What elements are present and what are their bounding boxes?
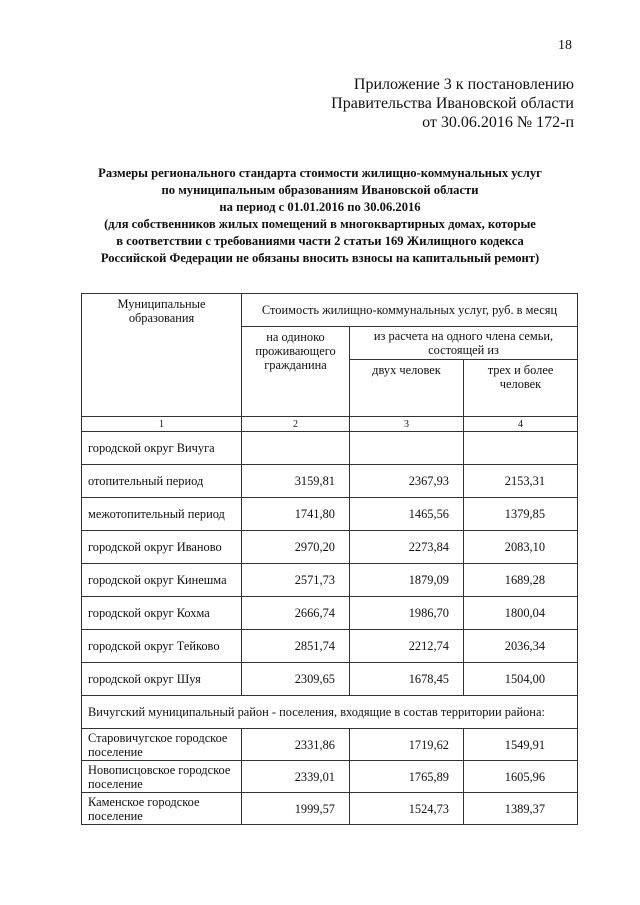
table-row (82, 793, 578, 825)
table-row (82, 498, 578, 531)
value-three: 1689,28 (464, 564, 578, 597)
document-title (80, 165, 560, 267)
value-single: 2571,73 (242, 564, 350, 597)
page-number: 18 (558, 38, 572, 53)
value-single: 2970,20 (242, 531, 350, 564)
value-single: 1999,57 (242, 793, 350, 825)
value-two (350, 432, 464, 465)
column-number: 2 (242, 417, 350, 432)
value-single: 2339,01 (242, 761, 350, 793)
table-row (82, 597, 578, 630)
row-name: отопительный период (82, 465, 242, 498)
value-three: 1504,00 (464, 663, 578, 696)
column-number-row (82, 417, 578, 432)
row-name: городской округ Кохма (82, 597, 242, 630)
header-municipality: Муниципальные образования (82, 294, 242, 417)
value-three: 1605,96 (464, 761, 578, 793)
value-three: 1800,04 (464, 597, 578, 630)
row-name: межотопительный период (82, 498, 242, 531)
column-number: 1 (82, 417, 242, 432)
table-row (82, 761, 578, 793)
header-cost: Стоимость жилищно-коммунальных услуг, руб. в месяц (242, 294, 578, 327)
header-single: на одиноко проживающего гражданина (242, 327, 350, 417)
value-two: 1879,09 (350, 564, 464, 597)
table-row (82, 465, 578, 498)
value-three: 2036,34 (464, 630, 578, 663)
table-row (82, 564, 578, 597)
value-two: 1719,62 (350, 729, 464, 761)
column-number: 3 (350, 417, 464, 432)
row-name: городской округ Тейково (82, 630, 242, 663)
value-single: 1741,80 (242, 498, 350, 531)
value-two: 2273,84 (350, 531, 464, 564)
row-name: Каменское городское поселение (82, 793, 242, 825)
appendix-header (331, 75, 574, 132)
value-three: 1389,37 (464, 793, 578, 825)
row-name: городской округ Иваново (82, 531, 242, 564)
table-row (82, 432, 578, 465)
row-name: городской округ Шуя (82, 663, 242, 696)
title-line-5: в соответствии с требованиями части 2 статьи 169 Жилищного кодекса (116, 234, 524, 248)
title-line-3: на период с 01.01.2016 по 30.06.2016 (219, 200, 421, 214)
value-single: 3159,81 (242, 465, 350, 498)
value-two: 2367,93 (350, 465, 464, 498)
title-line-2: по муниципальным образованиям Ивановской области (161, 183, 479, 197)
row-name: Старовичугское городское поселение (82, 729, 242, 761)
appendix-line-2: Правительства Ивановской области (331, 95, 574, 112)
appendix-line-3: от 30.06.2016 № 172-п (422, 114, 574, 131)
value-two: 2212,74 (350, 630, 464, 663)
header-two-persons: двух человек (350, 360, 464, 417)
column-number: 4 (464, 417, 578, 432)
value-two: 1765,89 (350, 761, 464, 793)
value-two: 1678,45 (350, 663, 464, 696)
table-row (82, 630, 578, 663)
row-name: городской округ Кинешма (82, 564, 242, 597)
value-two: 1986,70 (350, 597, 464, 630)
value-single: 2331,86 (242, 729, 350, 761)
title-line-6: Российской Федерации не обязаны вносить взносы на капитальный ремонт) (100, 251, 540, 265)
header-three-persons: трех и более человек (464, 360, 578, 417)
section-row (82, 696, 578, 729)
value-single: 2851,74 (242, 630, 350, 663)
value-single (242, 432, 350, 465)
value-three: 1549,91 (464, 729, 578, 761)
row-name: городской округ Вичуга (82, 432, 242, 465)
cost-standard-table (81, 293, 578, 825)
value-two: 1465,56 (350, 498, 464, 531)
value-three: 2083,10 (464, 531, 578, 564)
table-row (82, 663, 578, 696)
value-two: 1524,73 (350, 793, 464, 825)
appendix-line-1: Приложение 3 к постановлению (353, 76, 574, 93)
value-three: 1379,85 (464, 498, 578, 531)
section-title: Вичугский муниципальный район - поселения, входящие в состав территории района: (82, 696, 578, 729)
value-three: 2153,31 (464, 465, 578, 498)
title-line-4: (для собственников жилых помещений в многоквартирных домах, которые (104, 217, 536, 231)
value-single: 2309,65 (242, 663, 350, 696)
title-line-1: Размеры регионального стандарта стоимости жилищно-коммунальных услуг (98, 166, 542, 180)
table-row (82, 729, 578, 761)
row-name: Новописцовское городское поселение (82, 761, 242, 793)
table-row (82, 531, 578, 564)
value-single: 2666,74 (242, 597, 350, 630)
value-three (464, 432, 578, 465)
header-per-member: из расчета на одного члена семьи, состоящей из (350, 327, 578, 360)
